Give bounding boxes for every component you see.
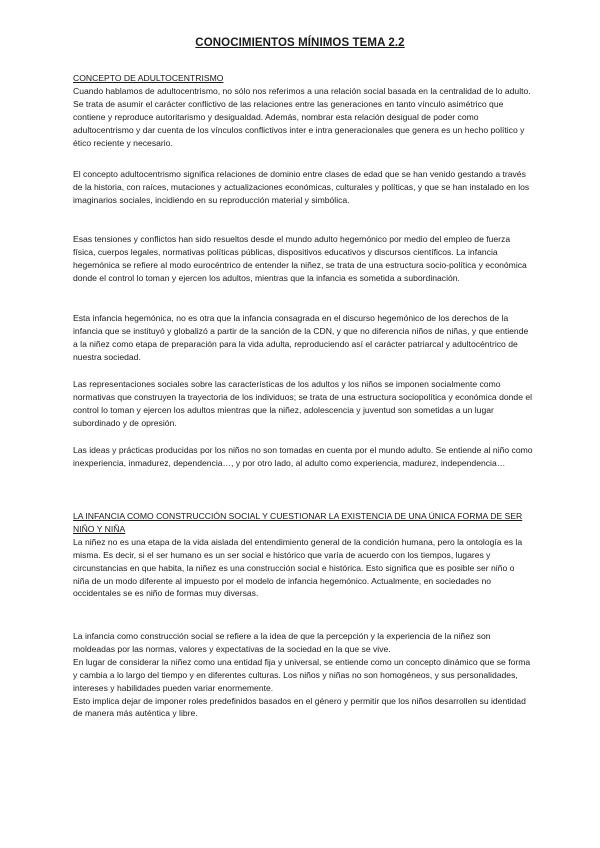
paragraph: La niñez no es una etapa de la vida aislada del entendimiento general de la condición humana, pero la ontología es la misma. Es decir, si el ser humano es un ser social e histórico que varía de acuerdo con los tiempos, lugares y circunstancias en que habita, la niñez es una construcción social e histórica. Esto significa que es posible ser niño o niña de un modo diferente al impuesto por el modelo de infancia hegemónico. Actualmente, en sociedades no occidentales se es niño de formas muy diversas. xyxy=(73,536,523,599)
paragraph: Esas tensiones y conflictos han sido resueltos desde el mundo adulto hegemónico por medio del empleo de fuerza física, cuerpos legales, normativas políticas públicas, dispositivos educativos y discursos científicos. La infancia hegemónica se refiere al modo eurocéntrico de entender la niñez, se trata de una estructura socio-política y económica donde el control lo toman y ejercen los adultos, mientras que la infancia es sometida a subordinación. xyxy=(73,234,527,283)
paragraph: El concepto adultocentrismo significa relaciones de dominio entre clases de edad que se han venido gestando a través de la historia, con raíces, mutaciones y actualizaciones económicas, culturales y políticas, y que se han instalado en los imaginarios sociales, incidiendo en su reproducción material y simbólica. xyxy=(73,169,530,205)
paragraph: Las representaciones sociales sobre las características de los adultos y los niños se imponen socialmente como normativas que construyen la trayectoria de los individuos; se trata de una estructura sociopolítica y económica donde el control lo toman y ejercen los adultos mientras que la niñez, adolescencia y juventud son sometidas a un lugar subordinado y de opresión. xyxy=(73,379,533,428)
paragraph-block xyxy=(73,378,533,430)
paragraph-block xyxy=(73,444,533,470)
paragraph: Las ideas y prácticas producidas por los niños no son tomadas en cuenta por el mundo adulto. Se entiende al niño como inexperiencia, inmadurez, dependencia…, y por otro lado, al adulto como experiencia, madurez, independencia… xyxy=(73,445,533,468)
paragraph: Cuando hablamos de adultocentrismo, no sólo nos referimos a una relación social basada en la centralidad de lo adulto. Se trata de asumir el carácter conflictivo de las relaciones entre las generaciones en tanto vínculo asimétrico que contiene y reproduce autoritarismo y desigualdad. Además, nombrar esta relación desigual de poder como adultocentrismo y dar cuenta de los vínculos conflictivos inter e intra generacionales que genera es un hecho político y ético reciente y necesario. xyxy=(73,85,531,148)
section-heading: CONCEPTO DE ADULTOCENTRISMO xyxy=(73,73,224,83)
section-infancia-construccion-social xyxy=(73,510,533,600)
paragraph: Esto implica dejar de imponer roles predefinidos basados en el género y permitir que los niños desarrollen su identidad de manera más auténtica y libre. xyxy=(73,695,526,719)
section-adultocentrismo xyxy=(73,72,533,149)
section-heading: LA INFANCIA COMO CONSTRUCCIÓN SOCIAL Y CUESTIONAR LA EXISTENCIA DE UNA ÚNICA FORMA DE SER NIÑO Y NIÑA xyxy=(73,511,523,534)
paragraph: La infancia como construcción social se refiere a la idea de que la percepción y la experiencia de la niñez son moldeadas por las normas, valores y expectativas de la sociedad en la que se vive. xyxy=(73,631,491,654)
document-title: CONOCIMIENTOS MÍNIMOS TEMA 2.2 xyxy=(195,37,405,49)
paragraph-block xyxy=(73,233,533,285)
paragraph: Esta infancia hegemónica, no es otra que la infancia consagrada en el discurso hegemónico de los derechos de la infancia que se instituyó y globalizó a partir de la sanción de la CDN, y que no diferencia niños de niñas, y que entiende a la niñez como etapa de preparación para la vida adulta, reproduciendo así el carácter patriarcal y adultocéntrico de nuestra sociedad. xyxy=(73,313,529,362)
paragraph: En lugar de considerar la niñez como una entidad fija y universal, se entiende como un concepto dinámico que se forma y cambia a lo largo del tiempo y en diferentes culturas. Los niños y niñas no son homogéneos, y sus personalidades, intereses y habilidades pueden variar enormemente. xyxy=(73,656,531,693)
paragraph-block xyxy=(73,630,533,720)
paragraph-block xyxy=(73,168,533,207)
paragraph-block xyxy=(73,312,533,364)
